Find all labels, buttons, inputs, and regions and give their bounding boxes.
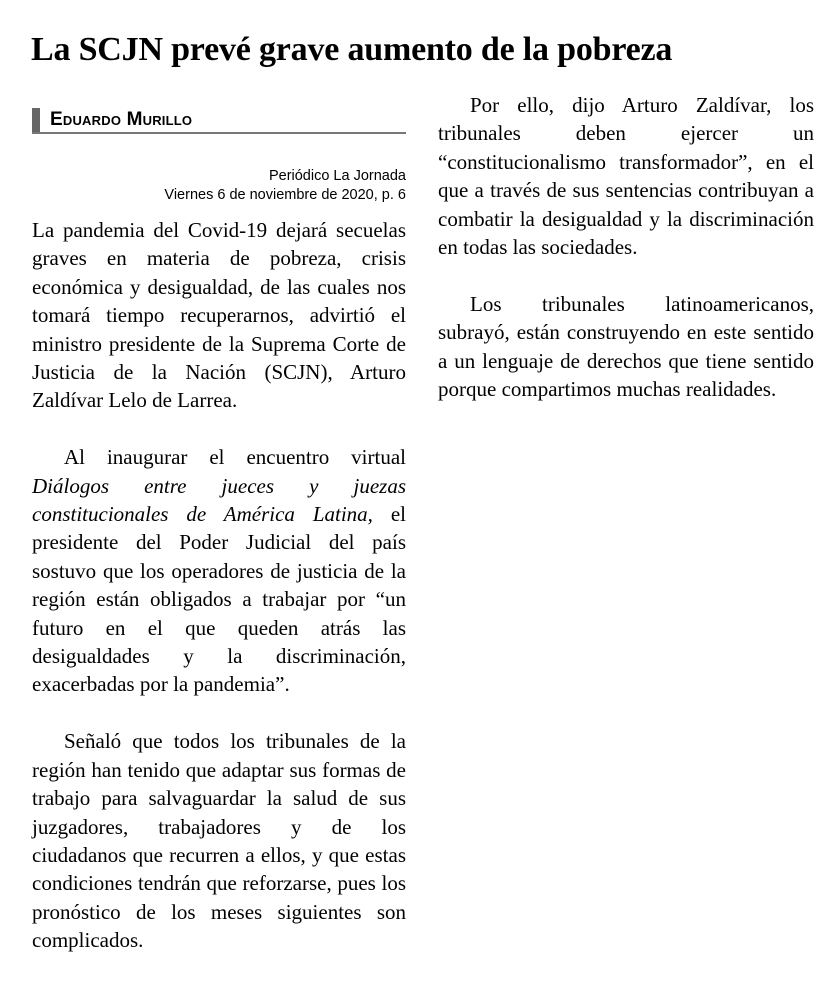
left-column — [32, 216, 406, 983]
right-column — [438, 91, 814, 432]
author-byline — [32, 108, 406, 134]
paragraph-2-intro: Al inaugurar el encuentro virtual — [64, 445, 406, 470]
paragraph-1: La pandemia del Covid-19 dejará secuelas graves en materia de pobreza, crisis económica y desigualdad, de las cuales nos tomará tiempo recuperarnos, advirtió el ministro presidente de la Suprema Corte de Justicia de la Nación (SCJN), Arturo Zaldívar Lelo de Larrea. — [32, 218, 406, 413]
paragraph-2 — [32, 443, 406, 699]
headline: La SCJN prevé grave aumento de la pobreza — [31, 31, 673, 68]
paragraph-5: Los tribunales latinoamericanos, subrayó, están construyendo en este sentido a un lenguaje de derechos que tiene sentido porque compartimos muchas realidades. — [438, 291, 814, 402]
byline-marker — [32, 108, 40, 132]
paragraph-4: Por ello, dijo Arturo Zaldívar, los tribunales deben ejercer un “constitucionalismo transformador”, en el que a través de sus sentencias contribuyan a combatir la desigualdad y la discriminación en todas las sociedades. — [438, 93, 814, 260]
source-date: Viernes 6 de noviembre de 2020, p. 6 — [164, 187, 406, 203]
event-title: Diálogos entre jueces y juezas constitucionales de América Latina, — [32, 473, 406, 527]
source-newspaper: Periódico La Jornada — [268, 168, 406, 184]
author-name: Eduardo Murillo — [50, 109, 193, 130]
paragraph-3: Señaló que todos los tribunales de la región han tenido que adaptar sus formas de trabajo para salvaguardar la salud de sus juzgadores, trabajadores y de los ciudadanos que recurren a ellos, y que estas condiciones tendrán que reforzarse, pues los pronóstico de los meses siguientes son complicados. — [32, 729, 406, 953]
paragraph-2-body: el presidente del Poder Judicial del país sostuvo que los operadores de justicia de la región están obligados a trabajar por “un futuro en el que queden atrás las desigualdades y la discriminación, exacerbadas por la pandemia”. — [32, 502, 406, 697]
source-info — [164, 167, 406, 205]
